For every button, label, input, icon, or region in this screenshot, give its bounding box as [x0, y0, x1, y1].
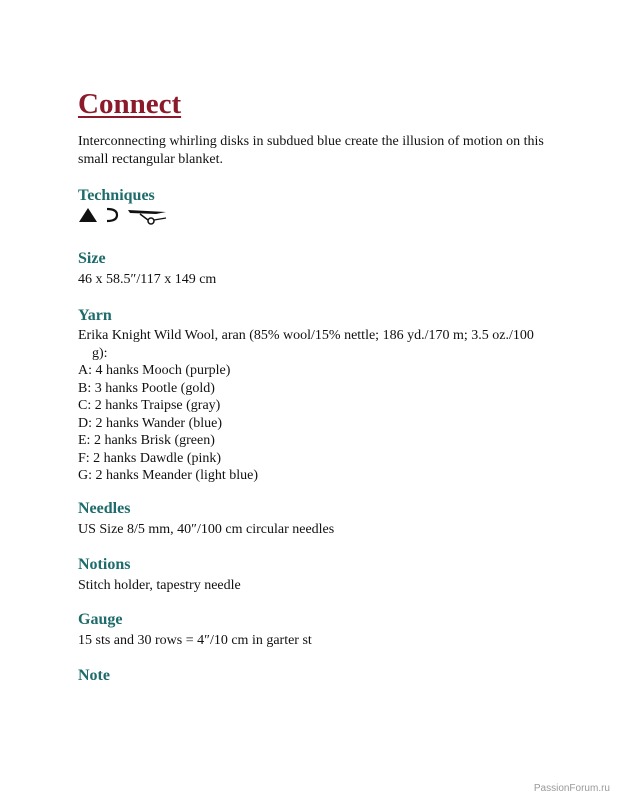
gauge-heading: Gauge: [78, 611, 123, 628]
hook-icon: [104, 206, 120, 229]
note-heading: Note: [78, 667, 110, 684]
notions-text: Stitch holder, tapestry needle: [78, 578, 241, 593]
gauge-text: 15 sts and 30 rows = 4″/10 cm in garter st: [78, 633, 312, 648]
scissors-icon: [126, 204, 170, 231]
yarn-list: [78, 362, 548, 485]
page-title: Connect: [78, 88, 182, 120]
list-item: C: 2 hanks Traipse (gray): [78, 398, 221, 413]
size-text: 46 x 58.5″/117 x 149 cm: [78, 272, 217, 287]
list-item: E: 2 hanks Brisk (green): [78, 433, 215, 448]
needles-text: US Size 8/5 mm, 40″/100 cm circular needles: [78, 522, 335, 537]
yarn-block: [78, 327, 548, 485]
list-item: F: 2 hanks Dawdle (pink): [78, 450, 222, 466]
list-item: D: 2 hanks Wander (blue): [78, 415, 223, 431]
needles-heading: Needles: [78, 500, 131, 517]
triangle-icon: [78, 206, 98, 229]
list-item: A: 4 hanks Mooch (purple): [78, 363, 231, 378]
intro-paragraph: Interconnecting whirling disks in subdued blue create the illusion of motion on this small rectangular blanket.: [78, 134, 544, 167]
watermark: PassionForum.ru: [533, 783, 610, 794]
techniques-heading: Techniques: [78, 187, 155, 204]
yarn-heading: Yarn: [78, 307, 112, 324]
notions-heading: Notions: [78, 556, 131, 573]
list-item: B: 3 hanks Pootle (gold): [78, 380, 215, 396]
list-item: G: 2 hanks Meander (light blue): [78, 468, 259, 483]
techniques-icons: [78, 206, 170, 228]
size-heading: Size: [78, 250, 106, 267]
yarn-description: Erika Knight Wild Wool, aran (85% wool/15% nettle; 186 yd./170 m; 3.5 oz./100 g):: [78, 328, 534, 361]
